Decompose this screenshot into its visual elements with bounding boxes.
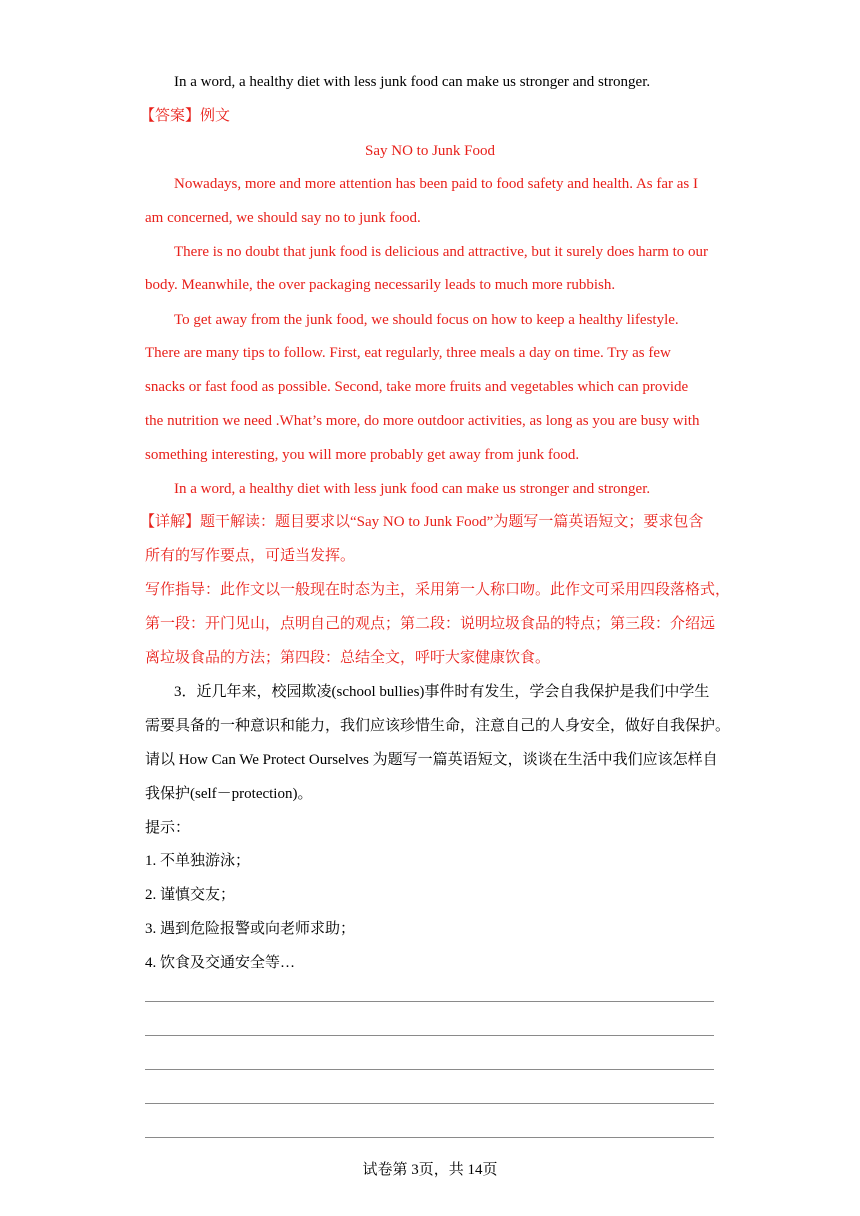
answer-label: 【答案】例文	[140, 108, 231, 124]
prev-essay-end: In a word, a healthy diet with less junk food can make us stronger and stronger.	[174, 74, 651, 90]
essay-line: There is no doubt that junk food is delicious and attractive, but it surely does harm to our	[174, 244, 709, 260]
explanation-line: 所有的写作要点，可适当发挥。	[145, 548, 356, 564]
hint-item: 3. 遇到危险报警或向老师求助；	[145, 921, 356, 937]
explanation-line: 离垃圾食品的方法；第四段：总结全文，呼吁大家健康饮食。	[145, 650, 551, 666]
hint-label: 提示：	[145, 820, 191, 836]
writing-line	[145, 1069, 714, 1070]
question-line: 请以 How Can We Protect Ourselves 为题写一篇英语短文，谈谈在生活中我们应该怎样自	[145, 752, 718, 768]
hint-item: 2. 谨慎交友；	[145, 887, 236, 903]
essay-line: snacks or fast food as possible. Second, take more fruits and vegetables which can provide	[145, 379, 689, 395]
essay-line: In a word, a healthy diet with less junk food can make us stronger and stronger.	[174, 481, 651, 497]
explanation-line: 写作指导：此作文以一般现在时态为主，采用第一人称口吻。此作文可采用四段落格式，	[145, 582, 731, 598]
writing-line	[145, 1103, 714, 1104]
essay-line: something interesting, you will more probably get away from junk food.	[145, 447, 580, 463]
essay-line: am concerned, we should say no to junk food.	[145, 210, 421, 226]
essay-line: To get away from the junk food, we should focus on how to keep a healthy lifestyle.	[174, 312, 679, 328]
hint-item: 1. 不单独游泳；	[145, 853, 251, 869]
essay-title: Say NO to Junk Food	[364, 143, 495, 159]
explanation-line: 第一段：开门见山，点明自己的观点；第二段：说明垃圾食品的特点；第三段：介绍远	[145, 616, 716, 632]
question-line: 3．近几年来，校园欺凌(school bullies)事件时有发生，学会自我保护是我们中学生	[174, 684, 710, 700]
page-footer: 试卷第 3页，共 14页	[362, 1162, 498, 1178]
explanation-line: 【详解】题干解读：题目要求以“Say NO to Junk Food”为题写一篇英语短文；要求包含	[140, 514, 704, 530]
writing-line	[145, 1137, 714, 1138]
hint-item: 4. 饮食及交通安全等…	[145, 955, 296, 971]
essay-line: body. Meanwhile, the over packaging necessarily leads to much more rubbish.	[145, 277, 616, 293]
writing-line	[145, 1001, 714, 1002]
question-line: 我保护(self－protection)。	[145, 786, 313, 802]
writing-line	[145, 1035, 714, 1036]
essay-line: There are many tips to follow. First, eat regularly, three meals a day on time. Try as few	[145, 345, 671, 361]
question-line: 需要具备的一种意识和能力，我们应该珍惜生命，注意自己的人身安全，做好自我保护。	[145, 718, 731, 734]
essay-line: Nowadays, more and more attention has been paid to food safety and health. As far as I	[174, 176, 699, 192]
essay-line: the nutrition we need .What’s more, do more outdoor activities, as long as you are busy with	[145, 413, 700, 429]
